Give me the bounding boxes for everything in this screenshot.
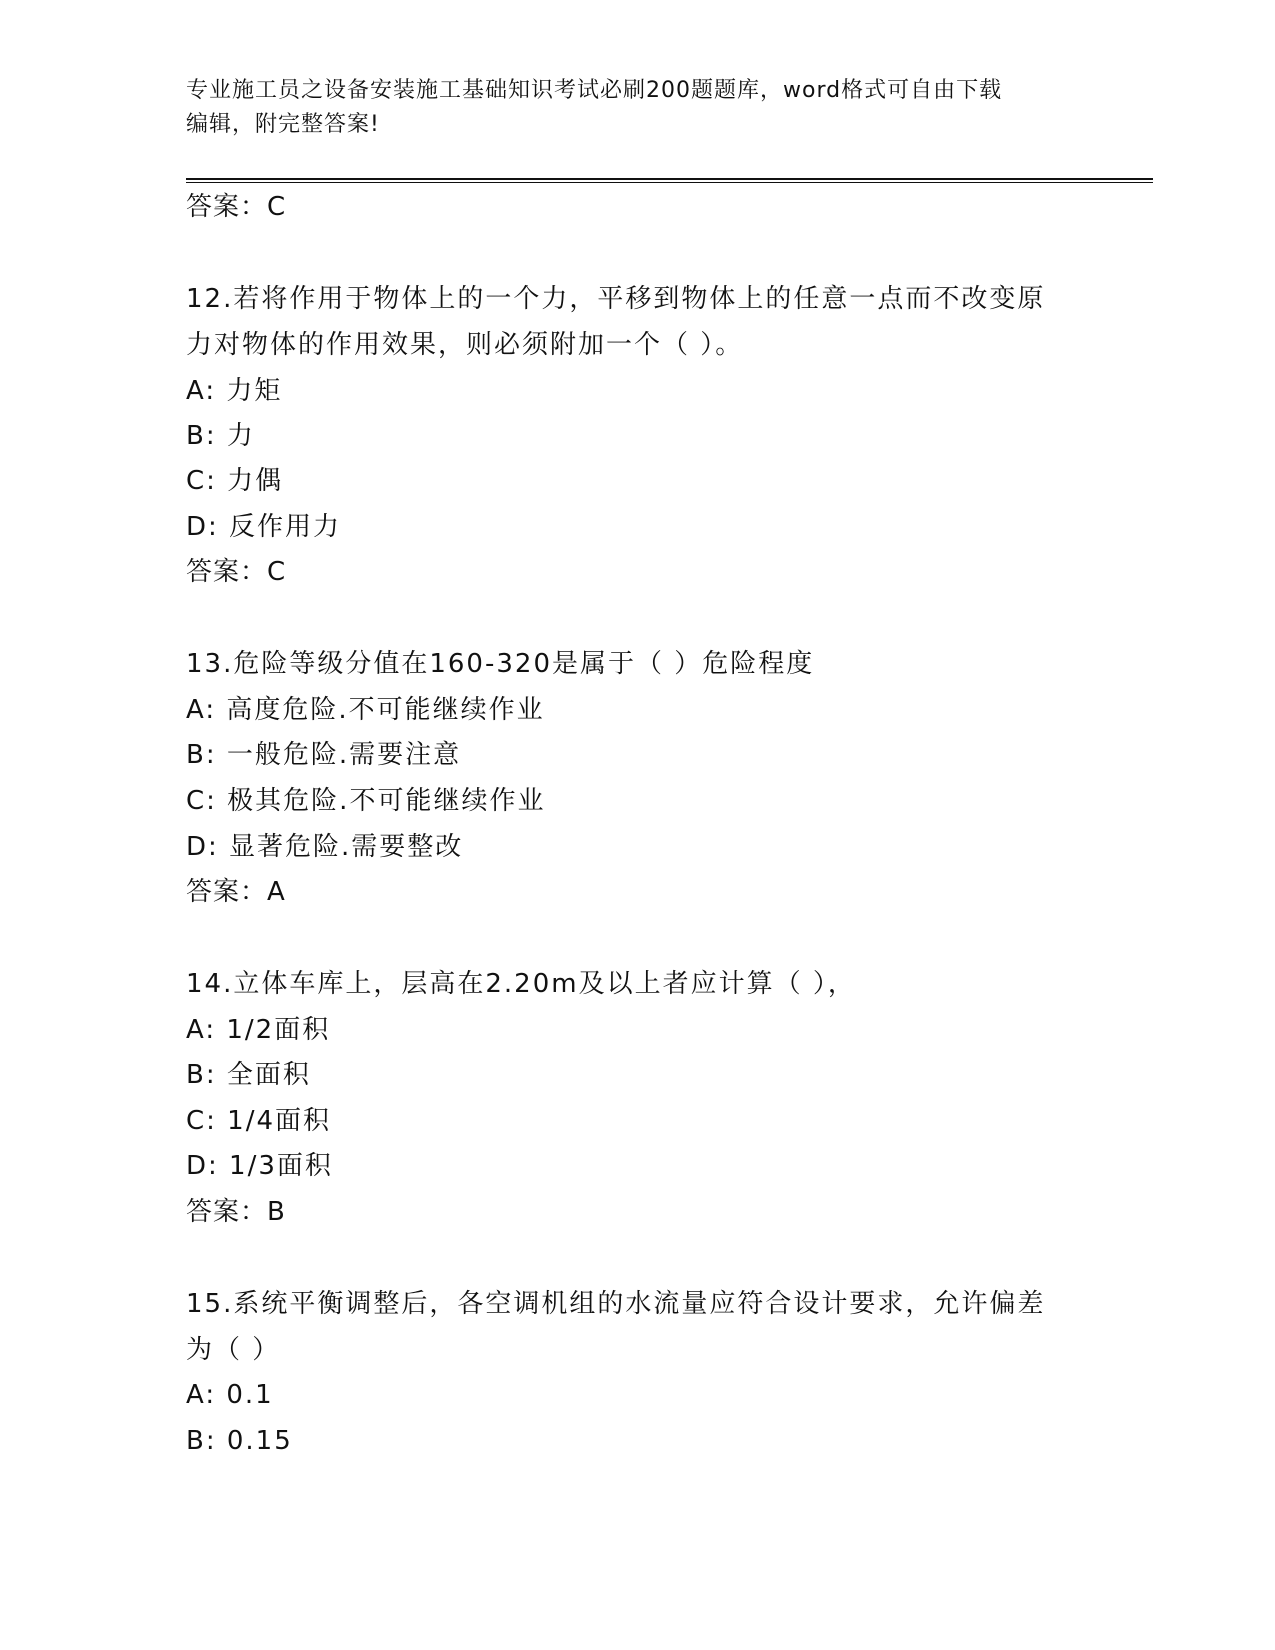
question-12-line-1: 12.若将作用于物体上的一个力，平移到物体上的任意一点而不改变原 [186,284,1046,314]
question-15-line-1: 15.系统平衡调整后，各空调机组的水流量应符合设计要求，允许偏差 [186,1289,1046,1319]
question-14-answer: 答案：B [186,1197,286,1227]
question-13-option-c: C: 极其危险.不可能继续作业 [186,786,546,816]
question-14-option-a: A: 1/2面积 [186,1015,331,1045]
question-15-option-b: B: 0.15 [186,1426,293,1456]
question-14-option-d: D: 1/3面积 [186,1151,333,1181]
document-header [186,74,1066,142]
question-14-option-c: C: 1/4面积 [186,1106,332,1136]
header-rule-thin [186,182,1153,183]
answer-prev: 答案：C [186,192,287,222]
question-15-option-a: A: 0.1 [186,1380,274,1410]
question-12-option-a: A: 力矩 [186,376,283,406]
question-15-line-2: 为（ ） [186,1335,281,1365]
question-12-option-b: B: 力 [186,421,255,451]
question-13-option-d: D: 显著危险.需要整改 [186,832,464,862]
question-14-line-1: 14.立体车库上，层高在2.20m及以上者应计算（ ）， [186,969,856,999]
question-12-option-d: D: 反作用力 [186,512,342,542]
question-13-option-a: A: 高度危险.不可能继续作业 [186,695,545,725]
question-14-option-b: B: 全面积 [186,1060,311,1090]
header-rule-thick [186,178,1153,180]
question-13-option-b: B: 一般危险.需要注意 [186,740,462,770]
question-12-option-c: C: 力偶 [186,466,284,496]
question-12-line-2: 力对物体的作用效果，则必须附加一个（ ）。 [186,330,744,360]
header-line-1: 专业施工员之设备安装施工基础知识考试必刷200题题库，word格式可自由下载 [186,78,1003,103]
header-line-2: 编辑，附完整答案! [186,112,380,137]
question-13-answer: 答案：A [186,877,286,907]
question-13-line-1: 13.危险等级分值在160-320是属于（ ）危险程度 [186,649,815,679]
question-12-answer: 答案：C [186,557,287,587]
